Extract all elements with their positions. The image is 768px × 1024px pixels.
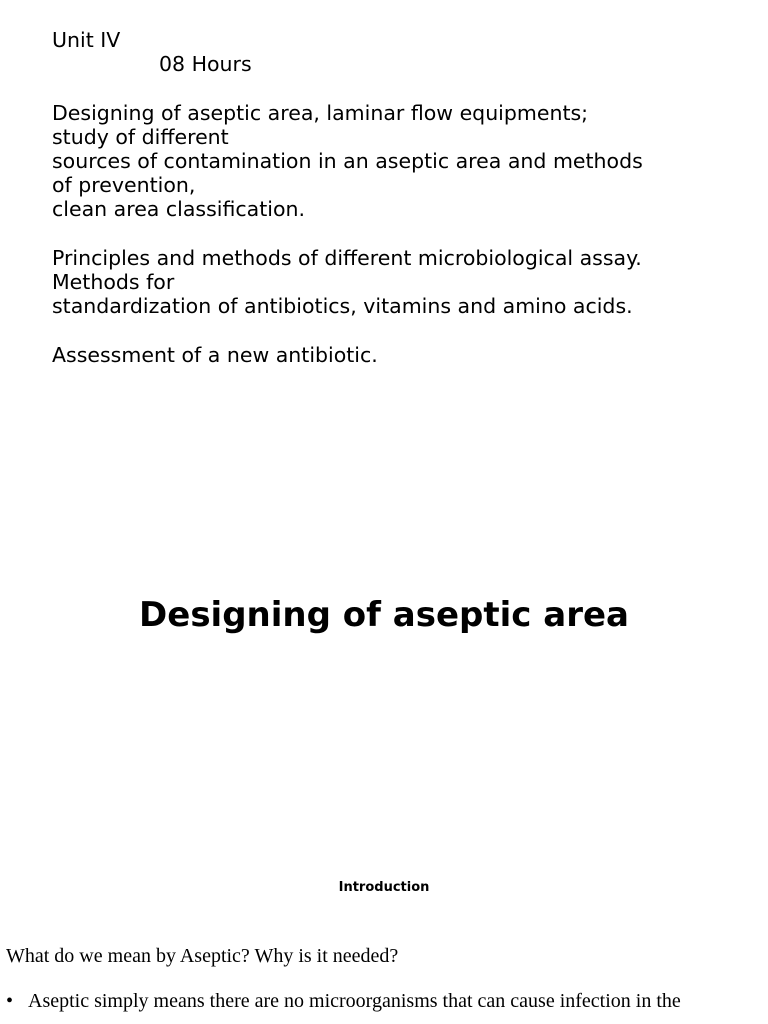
spacer [52, 318, 742, 342]
syllabus-line: standardization of antibiotics, vitamins and amino acids. [52, 294, 633, 319]
spacer [52, 76, 742, 100]
syllabus-line: Designing of aseptic area, laminar flow equipments; [52, 100, 589, 125]
syllabus-line: sources of contamination in an aseptic area and methods [52, 149, 643, 173]
syllabus-line: Methods for [52, 270, 175, 294]
syllabus-line: of prevention, [52, 173, 196, 198]
section-title: Designing of aseptic area [139, 595, 629, 635]
bullet-text: Aseptic simply means there are no microorganisms that can cause infection in the [28, 990, 681, 1012]
intro-question: What do we mean by Aseptic? Why is it needed? [6, 945, 399, 967]
syllabus-line: Assessment of a new antibiotic. [52, 342, 378, 367]
syllabus-line: Principles and methods of different microbiological assay. [52, 245, 642, 270]
syllabus-line: study of different [52, 124, 229, 149]
spacer [52, 222, 742, 246]
syllabus-line: clean area classification. [52, 197, 305, 222]
syllabus-block [52, 28, 742, 367]
unit-label: Unit IV [52, 28, 121, 52]
unit-hours: 08 Hours [159, 52, 252, 77]
list-item [6, 989, 746, 1013]
bullet-list [6, 989, 746, 1013]
introduction-heading: Introduction [338, 880, 430, 895]
bullet-icon: • [6, 990, 14, 1012]
